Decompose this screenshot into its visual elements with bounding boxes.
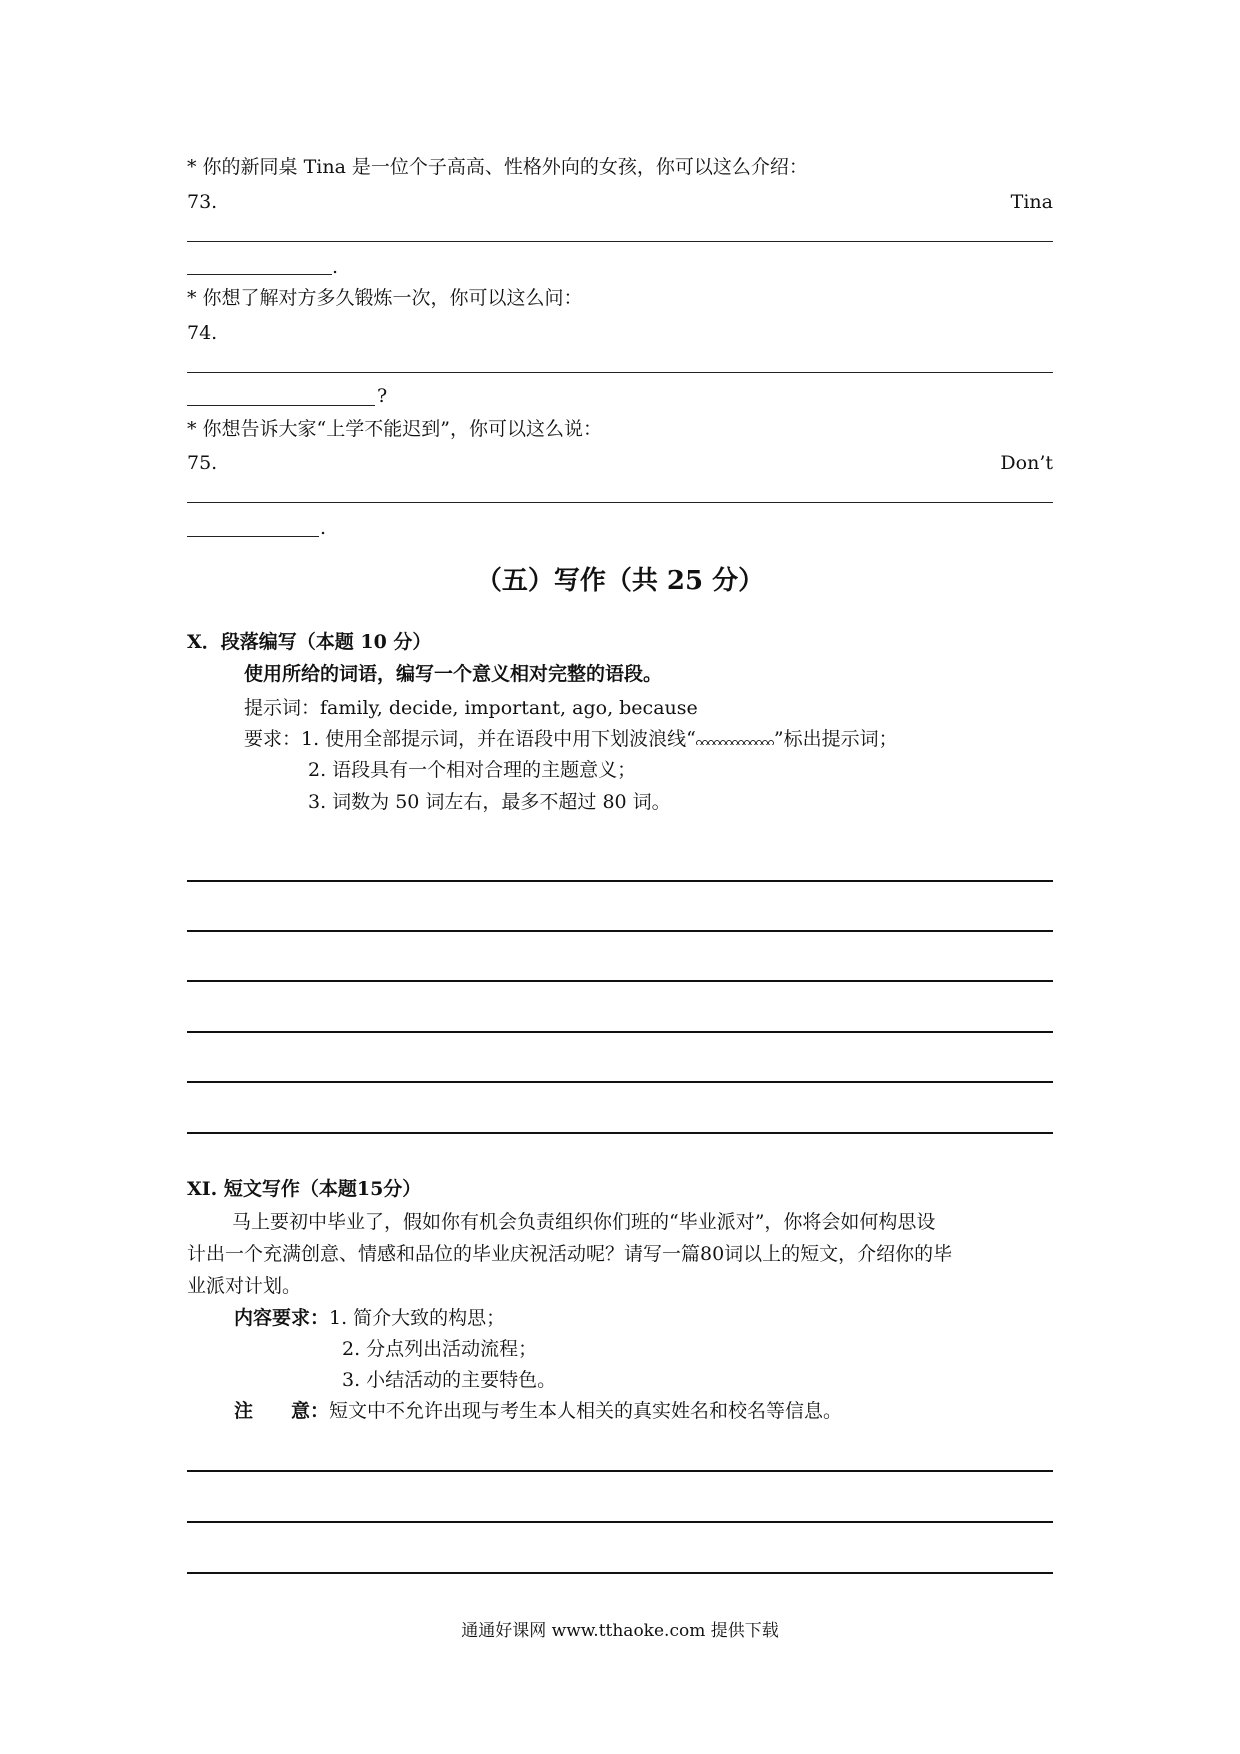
part-xi-content-1 bbox=[234, 1306, 505, 1330]
content-label: 内容要求： bbox=[234, 1307, 330, 1329]
q75-right-word: Don’t bbox=[1000, 452, 1053, 474]
part-x-requirement-2: 2. 语段具有一个相对合理的主题意义； bbox=[308, 759, 637, 781]
part-x-writing-line[interactable] bbox=[187, 930, 1053, 932]
q73-end-punct: . bbox=[332, 256, 339, 278]
hint-label: 提示词： bbox=[244, 697, 321, 719]
q74-number: 74. bbox=[187, 322, 218, 344]
q73-number: 73. bbox=[187, 191, 218, 213]
q73-answer-line-1[interactable] bbox=[187, 241, 1053, 242]
part-x-heading: X．段落编写（本题 10 分） bbox=[187, 631, 432, 653]
part-x-writing-line[interactable] bbox=[187, 1132, 1053, 1134]
part-xi-writing-line[interactable] bbox=[187, 1572, 1053, 1574]
part-xi-content-3: 3. 小结活动的主要特色。 bbox=[342, 1369, 557, 1391]
part-x-writing-line[interactable] bbox=[187, 1031, 1053, 1033]
q75-answer-line-2[interactable] bbox=[187, 536, 319, 537]
part-xi-writing-line[interactable] bbox=[187, 1470, 1053, 1472]
q74-end-punct: ? bbox=[377, 385, 388, 407]
part-xi-content-2: 2. 分点列出活动流程； bbox=[342, 1338, 538, 1360]
content-item-1: 1. 简介大致的构思； bbox=[329, 1307, 506, 1329]
part-x-instruction: 使用所给的词语，编写一个意义相对完整的语段。 bbox=[244, 663, 663, 685]
part-x-writing-line[interactable] bbox=[187, 880, 1053, 882]
note-text: 短文中不允许出现与考生本人相关的真实姓名和校名等信息。 bbox=[329, 1400, 843, 1422]
q73-answer-line-2[interactable] bbox=[187, 274, 332, 275]
part-x-requirement-1 bbox=[244, 727, 898, 751]
part-xi-note bbox=[234, 1399, 842, 1423]
q73-prompt: * 你的新同桌 Tina 是一位个子高高、性格外向的女孩，你可以这么介绍： bbox=[187, 156, 808, 178]
section-title: （五）写作（共 25 分） bbox=[475, 566, 765, 596]
q75-number: 75. bbox=[187, 452, 218, 474]
part-x-writing-line[interactable] bbox=[187, 1081, 1053, 1083]
page-footer: 通通好课网 www.tthaoke.com 提供下载 bbox=[461, 1621, 779, 1641]
part-x-requirement-3: 3. 词数为 50 词左右，最多不超过 80 词。 bbox=[308, 791, 671, 813]
part-xi-heading: XI. 短文写作（本题15分） bbox=[187, 1178, 422, 1200]
part-xi-paragraph-line-3: 业派对计划。 bbox=[187, 1275, 302, 1297]
req1-pre: 1. 使用全部提示词，并在语段中用下划波浪线“ bbox=[301, 728, 696, 750]
part-xi-writing-line[interactable] bbox=[187, 1521, 1053, 1523]
q74-answer-line-2[interactable] bbox=[187, 405, 375, 406]
hint-words: family, decide, important, ago, because bbox=[320, 697, 698, 719]
part-xi-paragraph-line-2: 计出一个充满创意、情感和品位的毕业庆祝活动呢？请写一篇80词以上的短文，介绍你的毕 bbox=[187, 1243, 953, 1265]
part-x-writing-line[interactable] bbox=[187, 980, 1053, 982]
q75-end-punct: . bbox=[320, 517, 327, 539]
q75-prompt: * 你想告诉大家“上学不能迟到”，你可以这么说： bbox=[187, 418, 602, 440]
part-xi-paragraph-line-1: 马上要初中毕业了，假如你有机会负责组织你们班的“毕业派对”，你将会如何构思设 bbox=[232, 1211, 936, 1233]
q73-right-word: Tina bbox=[1010, 191, 1053, 213]
req1-post: ”标出提示词； bbox=[773, 728, 898, 750]
note-label: 注 意： bbox=[234, 1400, 330, 1422]
q74-answer-line-1[interactable] bbox=[187, 372, 1053, 373]
part-x-hint bbox=[244, 696, 698, 720]
wavy-underline-sample bbox=[696, 735, 774, 745]
q75-answer-line-1[interactable] bbox=[187, 502, 1053, 503]
q74-prompt: * 你想了解对方多久锻炼一次，你可以这么问： bbox=[187, 287, 583, 309]
req-label: 要求： bbox=[244, 728, 302, 750]
